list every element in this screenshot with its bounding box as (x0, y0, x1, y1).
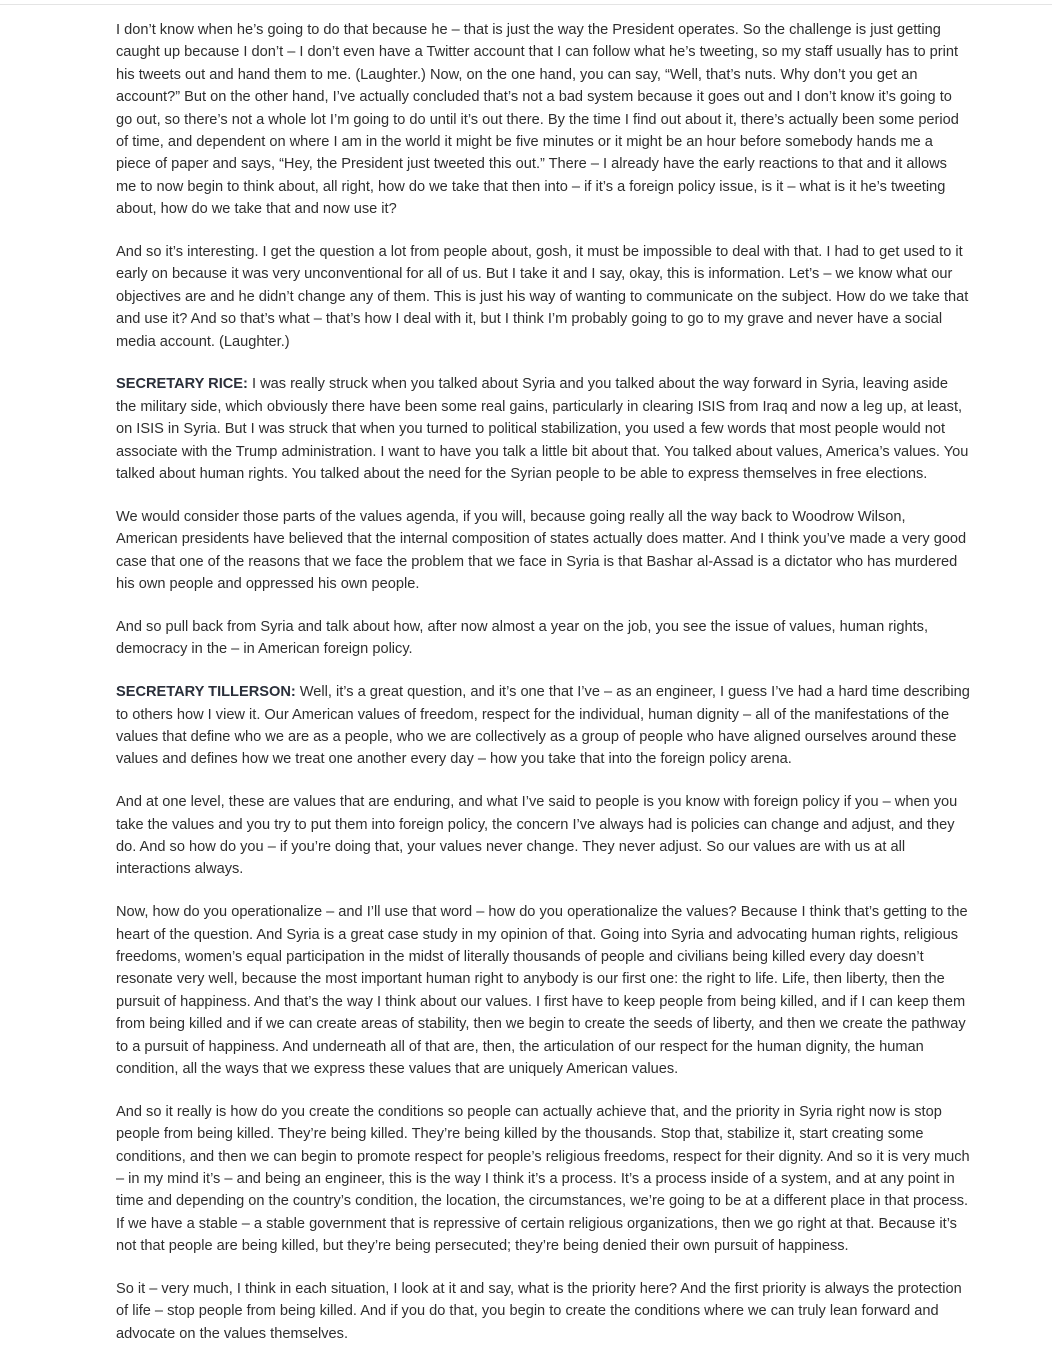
paragraph (116, 241, 970, 353)
paragraph (116, 373, 970, 485)
paragraph-text: I don’t know when he’s going to do that because he – that is just the way the President operates. So the challenge is just getting caught up because I don’t – I don’t even have a Twitter account that I can follow what he’s tweeting, so my staff usually has to print his tweets out and hand them to me. (Laughter.) Now, on the one hand, you can say, “Well, that’s nuts. Why don’t you get an account?” But on the other hand, I’ve actually concluded that’s not a bad system because it goes out and I don’t know it’s going to go out, so there’s not a whole lot I’m going to do until it’s out there. By the time I find out about it, there’s actually been some period of time, and dependent on where I am in the world it might be five minutes or it might be an hour before somebody hands me a piece of paper and says, “Hey, the President just tweeted this out.” There – I already have the early reactions to that and it allows me to now begin to think about, all right, how do we take that then into – if it’s a foreign policy issue, is it – what is it he’s tweeting about, how do we take that and now use it? (116, 22, 959, 218)
paragraph (116, 791, 970, 881)
paragraph (116, 616, 970, 661)
paragraph-text: Now, how do you operationalize – and I’ll use that word – how do you operationalize the values? Because I think that’s getting to the heart of the question. And Syria is a great case study in my opinion of that. Going into Syria and advocating human rights, religious freedoms, women’s equal participation in the midst of literally thousands of people and civilians being killed every day doesn’t resonate very well, because the most important human right to anybody is our first one: the right to life. Life, then liberty, then the pursuit of happiness. And that’s the way I think about our values. I first have to keep people from being killed, and if I can keep them from being killed and if we can create areas of stability, then we begin to create the seeds of liberty, and then we create the pathway to a pursuit of happiness. And underneath all of that are, then, the articulation of our respect for the human dignity, the human condition, all the ways that we express these values that are uniquely American values. (116, 904, 968, 1077)
paragraph-text: We would consider those parts of the values agenda, if you will, because going really all the way back to Woodrow Wilson, American presidents have believed that the internal composition of states actually does matter. And I think you’ve made a very good case that one of the reasons that we face the problem that we face in Syria is that Bashar al-Assad is a dictator who has murdered his own people and oppressed his own people. (116, 508, 967, 593)
paragraph (116, 1101, 970, 1258)
transcript-body (116, 19, 970, 1366)
paragraph (116, 1278, 970, 1345)
top-divider (0, 0, 1052, 5)
paragraph (116, 901, 970, 1080)
paragraph-text: And so it’s interesting. I get the question a lot from people about, gosh, it must be impossible to deal with that. I had to get used to it early on because it was very unconventional for all of us. But I take it and I say, okay, this is information. Let’s – we know what our objectives are and he didn’t change any of them. This is just his way of wanting to communicate on the subject. How do we take that and use it? And so that’s what – that’s how I deal with it, but I think I’m probably going to go to my grave and never have a social media account. (Laughter.) (116, 244, 969, 350)
paragraph-text: So it – very much, I think in each situation, I look at it and say, what is the priority here? And the first priority is always the protection of life – stop people from being killed. And if you do that, you begin to create the conditions where we can truly lean forward and advocate on the values themselves. (116, 1281, 962, 1342)
paragraph-text: And so pull back from Syria and talk about how, after now almost a year on the job, you see the issue of values, human rights, democracy in the – in American foreign policy. (116, 618, 929, 658)
speaker-label: SECRETARY RICE: (116, 376, 248, 393)
paragraph (116, 681, 970, 771)
speaker-label: SECRETARY TILLERSON: (116, 684, 296, 701)
paragraph-text: I was really struck when you talked about Syria and you talked about the way forward in Syria, leaving aside the military side, which obviously there have been some real gains, particularly in clearing ISIS from Iraq and now a leg up, at least, on ISIS in Syria. But I was struck that when you turned to political stabilization, you used a few words that most people would not associate with the Trump administration. I want to have you talk a little bit about that. You talked about values, America’s values. You talked about human rights. You talked about the need for the Syrian people to be able to express themselves in free elections. (116, 376, 969, 483)
paragraph (116, 19, 970, 221)
paragraph-text: And so it really is how do you create the conditions so people can actually achieve that, and the priority in Syria right now is stop people from being killed. They’re being killed. They’re being killed by the thousands. Stop that, stabilize it, start creating some conditions, and then we can begin to promote respect for people’s religious freedoms, respect for their dignity. And so it is very much – in my mind it’s – and being an engineer, this is the way I think it’s a process. It’s a process inside of a system, and at any point in time and depending on the country’s condition, the location, the circumstances, we’re going to be at a different place in that process. If we have a stable – a stable government that is repressive of certain religious organizations, then we go right at that. Because it’s not that people are being killed, but they’re being persecuted; they’re being denied their own pursuit of happiness. (116, 1103, 970, 1255)
paragraph (116, 506, 970, 596)
paragraph-text: Well, it’s a great question, and it’s one that I’ve – as an engineer, I guess I’ve had a hard time describing to others how I view it. Our American values of freedom, respect for the individual, human dignity – all of the manifestations of the values that define who we are as a people, who we are collectively as a group of people who have aligned ourselves around these values and defines how we treat one another every day – how you take that into the foreign policy arena. (116, 684, 970, 768)
paragraph-text: And at one level, these are values that are enduring, and what I’ve said to people is you know with foreign policy if you – when you take the values and you try to put them into foreign policy, the concern I’ve always had is policies can change and adjust, and they do. And so how do you – if you’re doing that, your values never change. They never adjust. So our values are with us at all interactions always. (116, 794, 958, 878)
